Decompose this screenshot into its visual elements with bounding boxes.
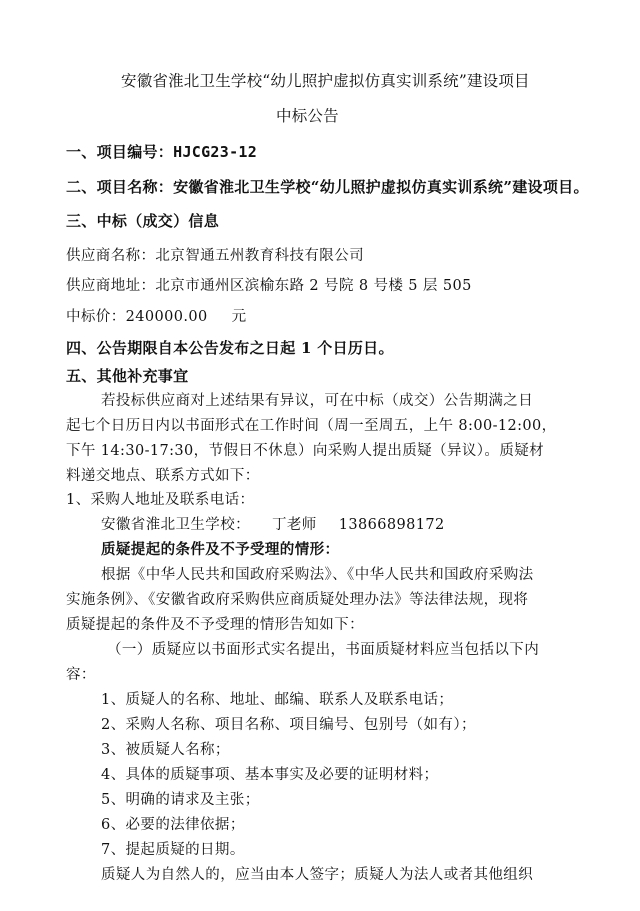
- contact-phone: 13866898172: [338, 517, 445, 533]
- section-award-info: 三、中标（成交）信息: [66, 212, 220, 230]
- project-number-value: HJCG23-12: [173, 143, 258, 161]
- list-item: 1、质疑人的名称、地址、邮编、联系人及联系电话；: [101, 692, 454, 708]
- section-project-name: 二、项目名称：安徽省淮北卫生学校“幼儿照护虚拟仿真实训系统”建设项目。: [66, 178, 589, 196]
- contact-heading: 1、采购人地址及联系电话：: [66, 492, 255, 508]
- section-supplementary: 五、其他补充事宜: [66, 367, 189, 385]
- contact-details: [101, 515, 445, 535]
- list-item: 6、必要的法律依据；: [101, 817, 245, 833]
- written-objection-line-2: 容：: [66, 667, 96, 683]
- list-item: 3、被质疑人名称；: [101, 742, 230, 758]
- list-item: 5、明确的请求及主张；: [101, 792, 260, 808]
- conditions-paragraph-line-3: 质疑提起的条件及不予受理的情形告知如下：: [66, 617, 364, 633]
- document-title: 安徽省淮北卫生学校“幼儿照护虚拟仿真实训系统”建设项目: [121, 72, 530, 90]
- objection-paragraph-line-4: 料递交地点、联系方式如下：: [66, 468, 260, 484]
- conditions-paragraph-line-1: 根据《中华人民共和国政府采购法》、《中华人民共和国政府采购法: [101, 567, 534, 583]
- list-item: 7、提起质疑的日期。: [101, 842, 245, 858]
- objection-paragraph-line-2: 起七个日历日内以书面形式在工作时间（周一至周五，上午 8:00-12:00，: [66, 418, 557, 434]
- document-subtitle: 中标公告: [276, 107, 339, 125]
- list-item: 2、采购人名称、项目名称、项目编号、包别号（如有）；: [101, 717, 476, 733]
- contact-organization: 安徽省淮北卫生学校：: [101, 517, 250, 533]
- award-price: [66, 307, 247, 327]
- award-price-unit: 元: [231, 309, 247, 325]
- section-notice-period: 四、公告期限自本公告发布之日起 1 个日历日。: [66, 339, 394, 357]
- conditions-heading: 质疑提起的条件及不予受理的情形：: [101, 541, 340, 558]
- list-item: 4、具体的质疑事项、基本事实及必要的证明材料；: [101, 767, 439, 783]
- written-objection-line-1: （一）质疑应以书面形式实名提出，书面质疑材料应当包括以下内: [107, 642, 540, 658]
- section-project-number: [66, 142, 257, 162]
- objection-paragraph-line-1: 若投标供应商对上述结果有异议，可在中标（成交）公告期满之日: [101, 393, 534, 409]
- signature-requirement-line: 质疑人为自然人的，应当由本人签字；质疑人为法人或者其他组织: [101, 867, 534, 883]
- supplier-name: 供应商名称：北京智通五州教育科技有限公司: [66, 248, 364, 264]
- supplier-address: 供应商地址：北京市通州区滨榆东路 2 号院 8 号楼 5 层 505: [66, 278, 472, 294]
- section-project-number-label: 一、项目编号：: [66, 143, 174, 161]
- contact-person: 丁老师: [272, 517, 317, 533]
- conditions-paragraph-line-2: 实施条例》、《安徽省政府采购供应商质疑处理办法》等法律法规，现将: [66, 592, 529, 608]
- award-price-label: 中标价：240000.00: [66, 309, 208, 325]
- objection-paragraph-line-3: 下午 14:30-17:30，节假日不休息）向采购人提出质疑（异议）。质疑材: [66, 443, 545, 459]
